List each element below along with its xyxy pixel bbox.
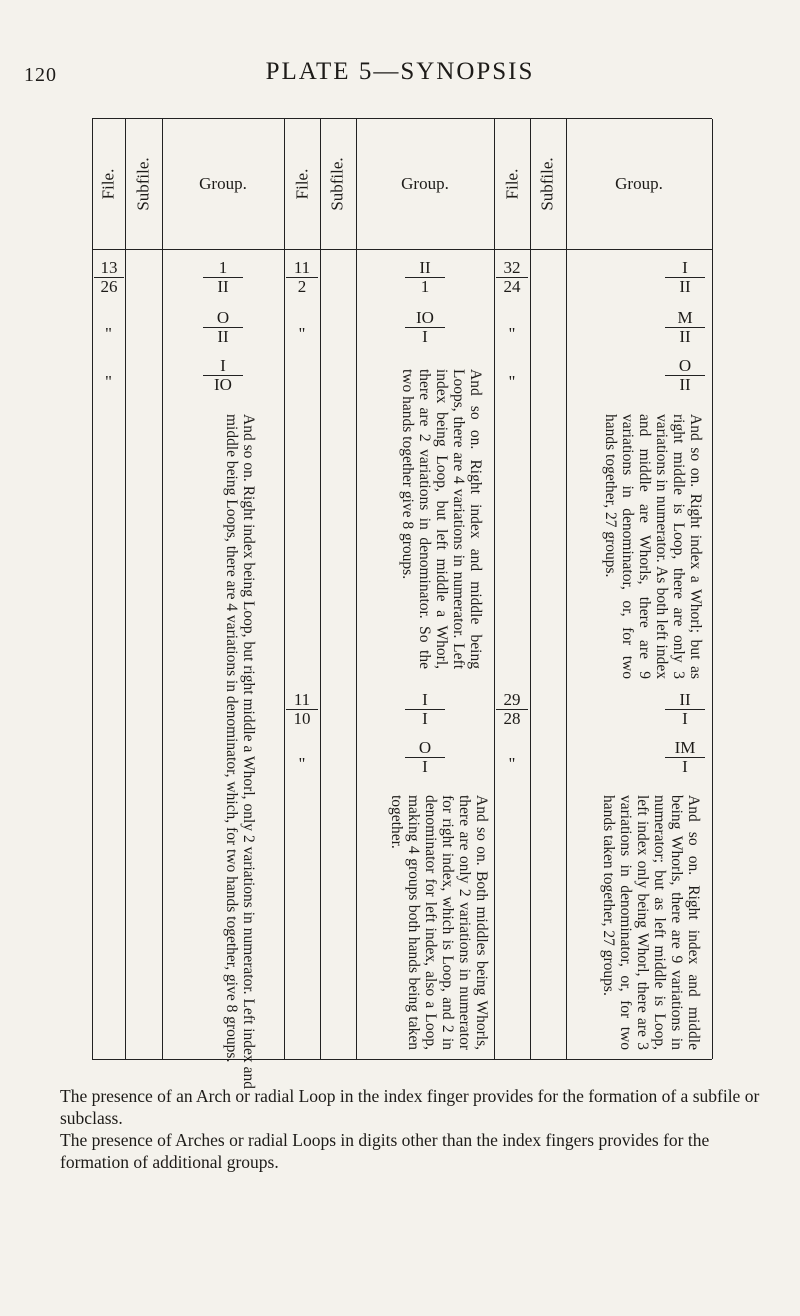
file-column-header: File. xyxy=(501,168,521,200)
plate-title: PLATE 5—SYNOPSIS xyxy=(265,58,535,85)
ditto-mark: " xyxy=(508,754,516,773)
page-number: 120 xyxy=(24,64,57,86)
group-column-header: Group. xyxy=(615,174,663,193)
subfile-column-header: Subfile. xyxy=(133,157,153,211)
ditto-mark: " xyxy=(298,324,306,343)
file-fraction: $\frac{29}{28}$ xyxy=(496,691,528,728)
group-column-header: Group. xyxy=(401,174,449,193)
file-fraction: $\frac{11}{2}$ xyxy=(286,259,318,296)
group-fraction: $\frac{II}{1}$ xyxy=(405,259,445,296)
group-fraction: $\frac{O}{II}$ xyxy=(665,357,705,394)
ditto-mark: " xyxy=(298,754,306,773)
footer-line: The presence of Arches or radial Loops in digits other than the index fingers provides for the formation of additional groups. xyxy=(60,1130,710,1172)
ditto-mark: " xyxy=(105,372,112,391)
group-fraction: $\frac{IO}{I}$ xyxy=(405,309,445,346)
group-column-header: Group. xyxy=(199,174,247,193)
group-fraction: $\frac{O}{II}$ xyxy=(203,309,243,346)
file-fraction: $\frac{13}{26}$ xyxy=(94,259,124,296)
group-fraction: $\frac{I}{II}$ xyxy=(665,259,705,296)
group-fraction: $\frac{I}{IO}$ xyxy=(203,357,243,394)
group-fraction: $\frac{O}{I}$ xyxy=(405,739,445,776)
ditto-mark: " xyxy=(508,324,516,343)
note-text: And so on. Right index and middle being Loops, there are 4 variations in numerator. Left index being Loop, but left middle a Whorl, there are 2 variations in denominator. So the two hands together give 8 groups. xyxy=(399,369,484,669)
group-fraction: $\frac{I}{I}$ xyxy=(405,691,445,728)
note-text: And so on. Right index being Loop, but right middle a Whorl, only 2 variations in numerator. Left index and middle being Loops, there are 4 variations in denominator, which, for two hands together, give 8 groups. xyxy=(223,414,257,1089)
file-fraction: $\frac{11}{10}$ xyxy=(286,691,318,728)
footer-line: The presence of an Arch or radial Loop in the index finger provides for the formation of a subfile or subclass. xyxy=(60,1086,760,1128)
note-text: And so on. Right index and middle being Whorls, there are 9 variations in numerator; but as left middle is Loop, left index only being Whorl, there are 3 variations in denominator, or, for two hands taken together, 27 groups. xyxy=(600,795,702,1050)
group-fraction: $\frac{II}{I}$ xyxy=(665,691,705,728)
footer-notes xyxy=(60,1085,760,1173)
file-fraction: $\frac{32}{24}$ xyxy=(496,259,528,296)
note-text: And so on. Both middles being Whorls, there are only 2 variations in numerator for right index, which is Loop, and 2 in denominator for left index, also a Loop, making 4 groups both hands being taken together. xyxy=(388,795,490,1050)
group-fraction: $\frac{IM}{I}$ xyxy=(665,739,705,776)
synopsis-table xyxy=(92,118,712,1089)
group-fraction: $\frac{1}{II}$ xyxy=(203,259,243,296)
subfile-column-header: Subfile. xyxy=(328,157,348,211)
page-header xyxy=(0,40,800,90)
file-column-header: File. xyxy=(291,168,311,200)
note-text: And so on. Right index a Whorl; but as right middle is Loop, there are only 3 variations in numerator. As both left index and middle are Whorls, there are 9 variations in denominator, or, for two hands together, 27 groups. xyxy=(602,414,704,679)
file-column-header: File. xyxy=(98,168,118,200)
ditto-mark: " xyxy=(105,324,112,343)
group-fraction: $\frac{M}{II}$ xyxy=(665,309,705,346)
subfile-column-header: Subfile. xyxy=(538,157,558,211)
ditto-mark: " xyxy=(508,372,516,391)
